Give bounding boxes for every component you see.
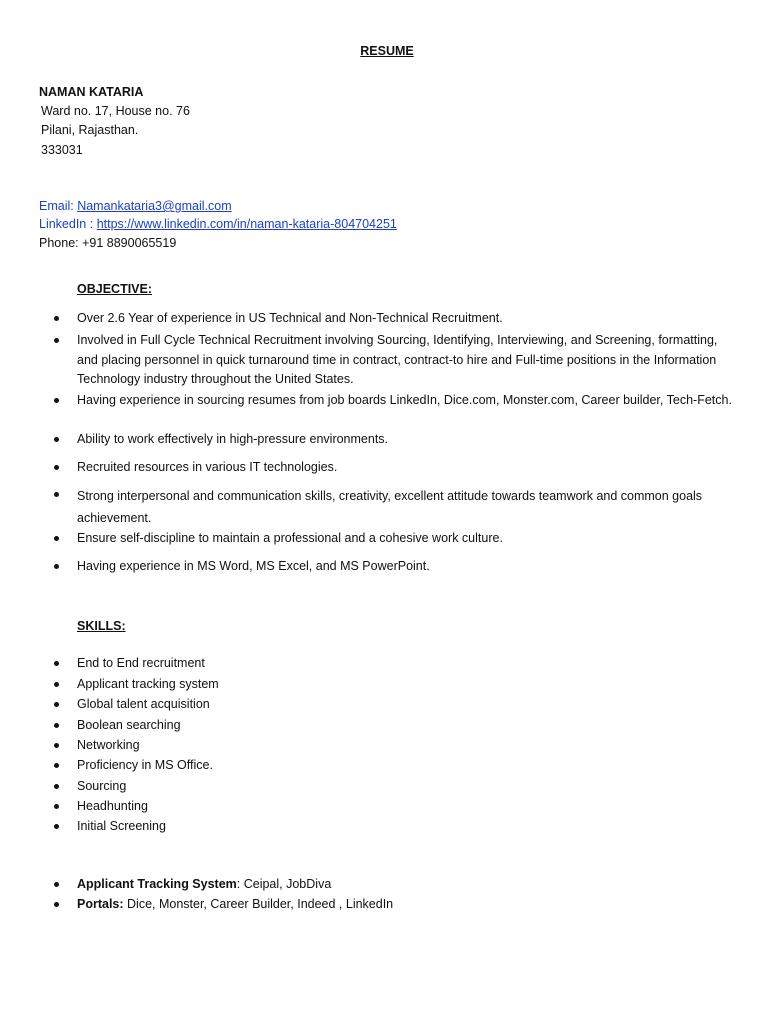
list-item-text: Having experience in MS Word, MS Excel, and MS PowerPoint. [77, 559, 430, 573]
bullet-icon [54, 316, 59, 321]
address-line-2: Pilani, Rajasthan. [41, 123, 139, 137]
list-item-text: End to End recruitment [77, 656, 205, 670]
list-item [77, 391, 732, 411]
linkedin-row [39, 217, 397, 231]
list-item [77, 716, 732, 736]
list-item [77, 430, 732, 450]
tool-value: : Ceipal, JobDiva [236, 877, 332, 891]
bullet-icon [54, 743, 59, 748]
linkedin-link[interactable]: https://www.linkedin.com/in/naman-kataria-804704251 [96, 217, 397, 231]
list-item [77, 309, 732, 329]
email-link[interactable]: Namankataria3@gmail.com [77, 199, 232, 213]
list-item [77, 875, 732, 895]
list-item [77, 529, 732, 549]
list-item [77, 756, 732, 776]
list-item-text: Recruited resources in various IT technologies. [77, 460, 338, 474]
candidate-name: NAMAN KATARIA [39, 85, 144, 99]
list-item [77, 675, 732, 695]
bullet-icon [54, 536, 59, 541]
bullet-icon [54, 723, 59, 728]
list-item-text: Applicant tracking system [77, 677, 219, 691]
list-item-text: Initial Screening [77, 819, 166, 833]
bullet-icon [54, 784, 59, 789]
skills-heading: SKILLS: [77, 619, 126, 633]
bullet-icon [54, 824, 59, 829]
bullet-icon [54, 465, 59, 470]
email-label: Email: [39, 199, 78, 213]
list-item-text: Global talent acquisition [77, 697, 210, 711]
address-line-1: Ward no. 17, House no. 76 [41, 104, 190, 118]
list-item-text: Involved in Full Cycle Technical Recruitment involving Sourcing, Identifying, Interviewing, and Screening, formatting, and placing personnel in quick turnaround time in contract, contract-to hire and Full-time positions in the Information Technology industry throughout the United States. [77, 333, 718, 386]
bullet-icon [54, 398, 59, 403]
phone-row: Phone: +91 8890065519 [39, 236, 177, 250]
list-item-text: Strong interpersonal and communication skills, creativity, excellent attitude towards teamwork and common goals achievement. [77, 489, 703, 525]
bullet-icon [54, 702, 59, 707]
list-item-text: Boolean searching [77, 718, 181, 732]
objective-heading: OBJECTIVE: [77, 282, 153, 296]
list-item-text: Headhunting [77, 799, 148, 813]
list-item-text: Having experience in sourcing resumes from job boards LinkedIn, Dice.com, Monster.com, Career builder, Tech-Fetch. [77, 393, 732, 407]
email-row [39, 199, 232, 213]
list-item-text: Networking [77, 738, 140, 752]
tool-value: Dice, Monster, Career Builder, Indeed , LinkedIn [123, 897, 394, 911]
list-item [77, 895, 732, 915]
tool-label: Portals: [77, 897, 124, 911]
list-item [77, 797, 732, 817]
list-item-text: Proficiency in MS Office. [77, 758, 213, 772]
list-item [77, 485, 732, 529]
list-item-text: Sourcing [77, 779, 127, 793]
address-postal-code: 333031 [41, 143, 83, 157]
bullet-icon [54, 882, 59, 887]
list-item-text: Ability to work effectively in high-pressure environments. [77, 432, 389, 446]
bullet-icon [54, 902, 59, 907]
list-item [77, 736, 732, 756]
bullet-icon [54, 661, 59, 666]
tool-label: Applicant Tracking System [77, 877, 237, 891]
bullet-icon [54, 564, 59, 569]
list-item [77, 777, 732, 797]
list-item [77, 695, 732, 715]
bullet-icon [54, 682, 59, 687]
list-item-text: Over 2.6 Year of experience in US Technical and Non-Technical Recruitment. [77, 311, 503, 325]
bullet-icon [54, 338, 59, 343]
bullet-icon [54, 492, 59, 497]
list-item [77, 331, 732, 390]
document-title: RESUME [360, 44, 414, 58]
bullet-icon [54, 804, 59, 809]
list-item [77, 458, 732, 478]
list-item-text: Ensure self-discipline to maintain a professional and a cohesive work culture. [77, 531, 503, 545]
list-item [77, 654, 732, 674]
list-item [77, 817, 732, 837]
bullet-icon [54, 437, 59, 442]
list-item [77, 557, 732, 577]
linkedin-label: LinkedIn : [39, 217, 97, 231]
bullet-icon [54, 763, 59, 768]
